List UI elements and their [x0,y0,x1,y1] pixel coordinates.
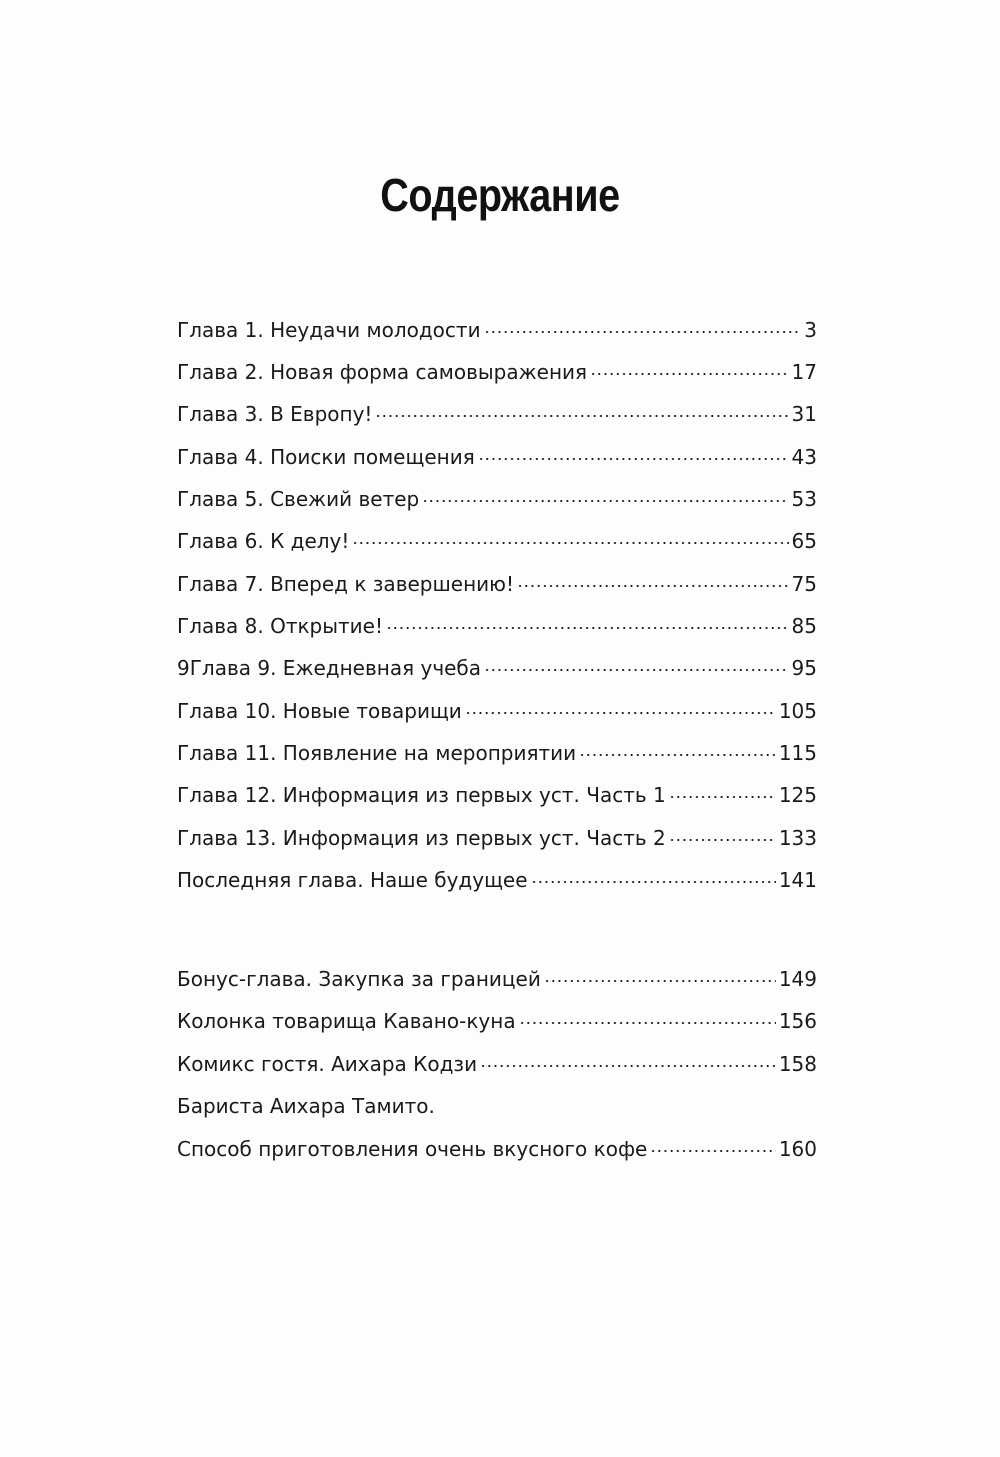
dot-leader [590,371,788,377]
dot-leader [422,498,788,504]
toc-entry-label: Бонус-глава. Закупка за границей [177,967,541,991]
toc-entry-page: 75 [791,572,817,596]
toc-entry-label: Глава 7. Вперед к завершению! [177,572,515,596]
toc-entry-bonus-chapter [177,963,817,995]
dot-leader [519,1020,776,1026]
toc-entry-last-chapter [177,864,817,896]
dot-leader [669,794,776,800]
toc-entry-page: 158 [778,1052,817,1076]
toc-entry-label: Глава 11. Появление на мероприятии [177,741,577,765]
toc-entry-page: 149 [778,967,817,991]
toc-entry-label: 9Глава 9. Ежедневная учеба [177,656,482,680]
dot-leader [517,583,789,589]
toc-entry-label: Глава 8. Открытие! [177,614,384,638]
dot-leader [465,710,776,716]
dot-leader [375,413,788,419]
toc-entry-page: 95 [791,656,817,680]
toc-entry-page: 115 [778,741,817,765]
dot-leader [579,752,776,758]
toc-entry-chapter-1 [177,314,817,346]
toc-entry-label: Глава 4. Поиски помещения [177,445,475,469]
toc-entry-page: 31 [791,402,817,426]
toc-entry-page: 160 [778,1137,817,1161]
toc-entry-label: Колонка товарища Кавано-куна [177,1009,516,1033]
toc-entry-chapter-3 [177,398,817,430]
toc-entry-page: 125 [778,783,817,807]
toc-entry-page: 156 [778,1009,817,1033]
toc-entry-page: 105 [778,699,817,723]
toc-entry-label: Бариста Аихара Тамито. [177,1094,435,1118]
dot-leader [386,625,789,631]
toc-entry-label: Глава 13. Информация из первых уст. Часть 2 [177,826,666,850]
toc-entry-label: Комикс гостя. Аихара Кодзи [177,1052,478,1076]
toc-entry-label: Глава 10. Новые товарищи [177,699,462,723]
toc-entry-chapter-9 [177,652,817,684]
toc-entry-label: Последняя глава. Наше будущее [177,868,528,892]
toc-entry-page: 65 [791,529,817,553]
toc-entry-label: Глава 12. Информация из первых уст. Часть 1 [177,783,666,807]
toc-entry-chapter-11 [177,737,817,769]
toc-entry-label: Глава 5. Свежий ветер [177,487,420,511]
dot-leader [484,667,789,673]
toc-entry-chapter-7 [177,568,817,600]
toc-entry-chapter-2 [177,356,817,388]
toc-entry-guest-comic [177,1048,817,1080]
toc-entry-chapter-10 [177,695,817,727]
toc-entry-chapter-8 [177,610,817,642]
toc-entry-page: 53 [791,487,817,511]
toc-entry-page: 133 [778,826,817,850]
toc-entry-chapter-5 [177,483,817,515]
toc-entry-column [177,1005,817,1037]
dot-leader [484,329,802,335]
toc-entry-page: 85 [791,614,817,638]
dot-leader [478,456,789,462]
page-title: Содержание [380,169,620,221]
toc-entry-chapter-13 [177,822,817,854]
toc-entry-page: 43 [791,445,817,469]
toc-entry-label: Глава 3. В Европу! [177,402,373,426]
toc-entry-label: Глава 1. Неудачи молодости [177,318,481,342]
toc-entry-label: Глава 2. Новая форма самовыражения [177,360,588,384]
toc-entry-chapter-12 [177,779,817,811]
toc-entry-barista-heading [177,1090,817,1122]
toc-entry-page: 141 [778,868,817,892]
dot-leader [531,879,776,885]
toc-entry-page: 17 [791,360,817,384]
dot-leader [650,1148,775,1154]
toc-entry-label: Глава 6. К делу! [177,529,350,553]
toc-entry-label: Способ приготовления очень вкусного кофе [177,1137,648,1161]
dot-leader [480,1063,776,1069]
dot-leader [669,837,776,843]
dot-leader [352,540,788,546]
toc-entry-coffee-method [177,1133,817,1165]
toc-entry-chapter-4 [177,441,817,473]
toc-entry-page: 3 [804,318,817,342]
toc-entry-chapter-6 [177,525,817,557]
dot-leader [544,978,776,984]
